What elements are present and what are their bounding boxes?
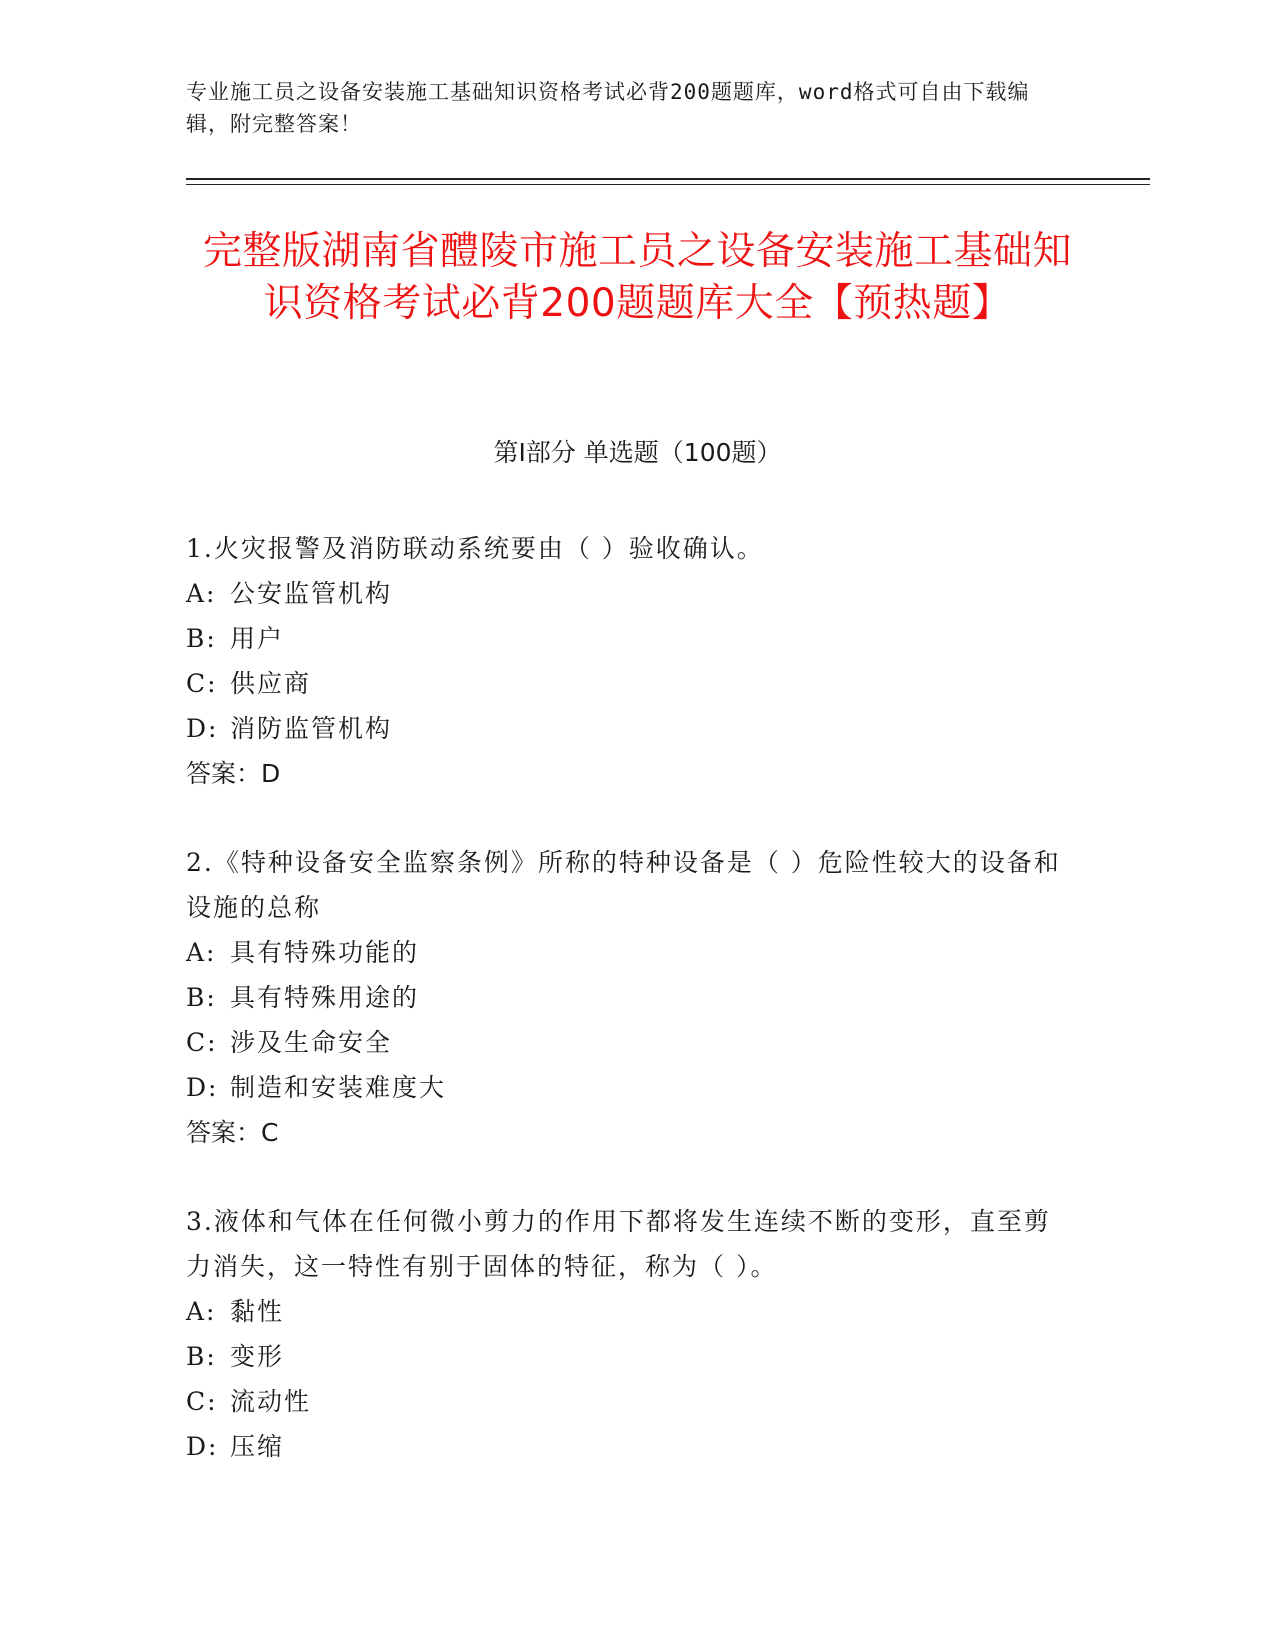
option-c	[186, 1020, 1076, 1065]
option-key: C:	[186, 1028, 218, 1057]
option-key: C:	[186, 1387, 218, 1416]
option-d	[186, 1424, 1076, 1469]
question-1	[186, 526, 1076, 796]
question-text: 3.液体和气体在任何微小剪力的作用下都将发生连续不断的变形，直至剪力消失，这一特性有别于固体的特征，称为（ ）。	[186, 1207, 1051, 1281]
option-text: 黏性	[230, 1297, 285, 1326]
option-text: 变形	[230, 1342, 285, 1371]
header-rule-thick	[186, 178, 1150, 180]
option-text: 压缩	[230, 1432, 285, 1461]
question-text: 2.《特种设备安全监察条例》所称的特种设备是（ ）危险性较大的设备和设施的总称	[186, 848, 1061, 922]
option-key: A:	[186, 579, 217, 608]
option-key: B:	[186, 624, 217, 653]
question-list	[186, 526, 1076, 1513]
option-b	[186, 1334, 1076, 1379]
option-key: D:	[186, 1432, 219, 1461]
option-key: A:	[186, 1297, 217, 1326]
option-a	[186, 1289, 1076, 1334]
document-title: 完整版湖南省醴陵市施工员之设备安装施工基础知识资格考试必背200题题库大全【预热题】	[202, 229, 1072, 326]
section-heading: 第Ⅰ部分 单选题（100题）	[493, 438, 782, 467]
option-c	[186, 1379, 1076, 1424]
option-key: D:	[186, 714, 219, 743]
option-b	[186, 975, 1076, 1020]
option-c	[186, 661, 1076, 706]
option-text: 具有特殊功能的	[230, 938, 420, 967]
option-b	[186, 616, 1076, 661]
option-d	[186, 706, 1076, 751]
option-text: 流动性	[230, 1387, 312, 1416]
header-rule-thin	[186, 184, 1150, 185]
option-key: B:	[186, 983, 217, 1012]
question-text: 1.火灾报警及消防联动系统要由（ ）验收确认。	[186, 534, 764, 563]
option-key: C:	[186, 669, 218, 698]
option-key: B:	[186, 1342, 217, 1371]
option-text: 供应商	[230, 669, 312, 698]
option-text: 涉及生命安全	[230, 1028, 393, 1057]
option-key: A:	[186, 938, 217, 967]
header-note: 专业施工员之设备安装施工基础知识资格考试必背200题题库，word格式可自由下载编辑，附完整答案！	[186, 80, 1030, 136]
option-text: 用户	[230, 624, 285, 653]
option-text: 具有特殊用途的	[230, 983, 420, 1012]
option-text: 公安监管机构	[230, 579, 393, 608]
option-a	[186, 571, 1076, 616]
option-text: 制造和安装难度大	[230, 1073, 447, 1102]
option-a	[186, 930, 1076, 975]
option-text: 消防监管机构	[230, 714, 393, 743]
option-key: D:	[186, 1073, 219, 1102]
answer-line: 答案：D	[186, 759, 281, 788]
answer-line: 答案：C	[186, 1118, 279, 1147]
question-2	[186, 840, 1076, 1155]
question-3	[186, 1199, 1076, 1469]
option-d	[186, 1065, 1076, 1110]
